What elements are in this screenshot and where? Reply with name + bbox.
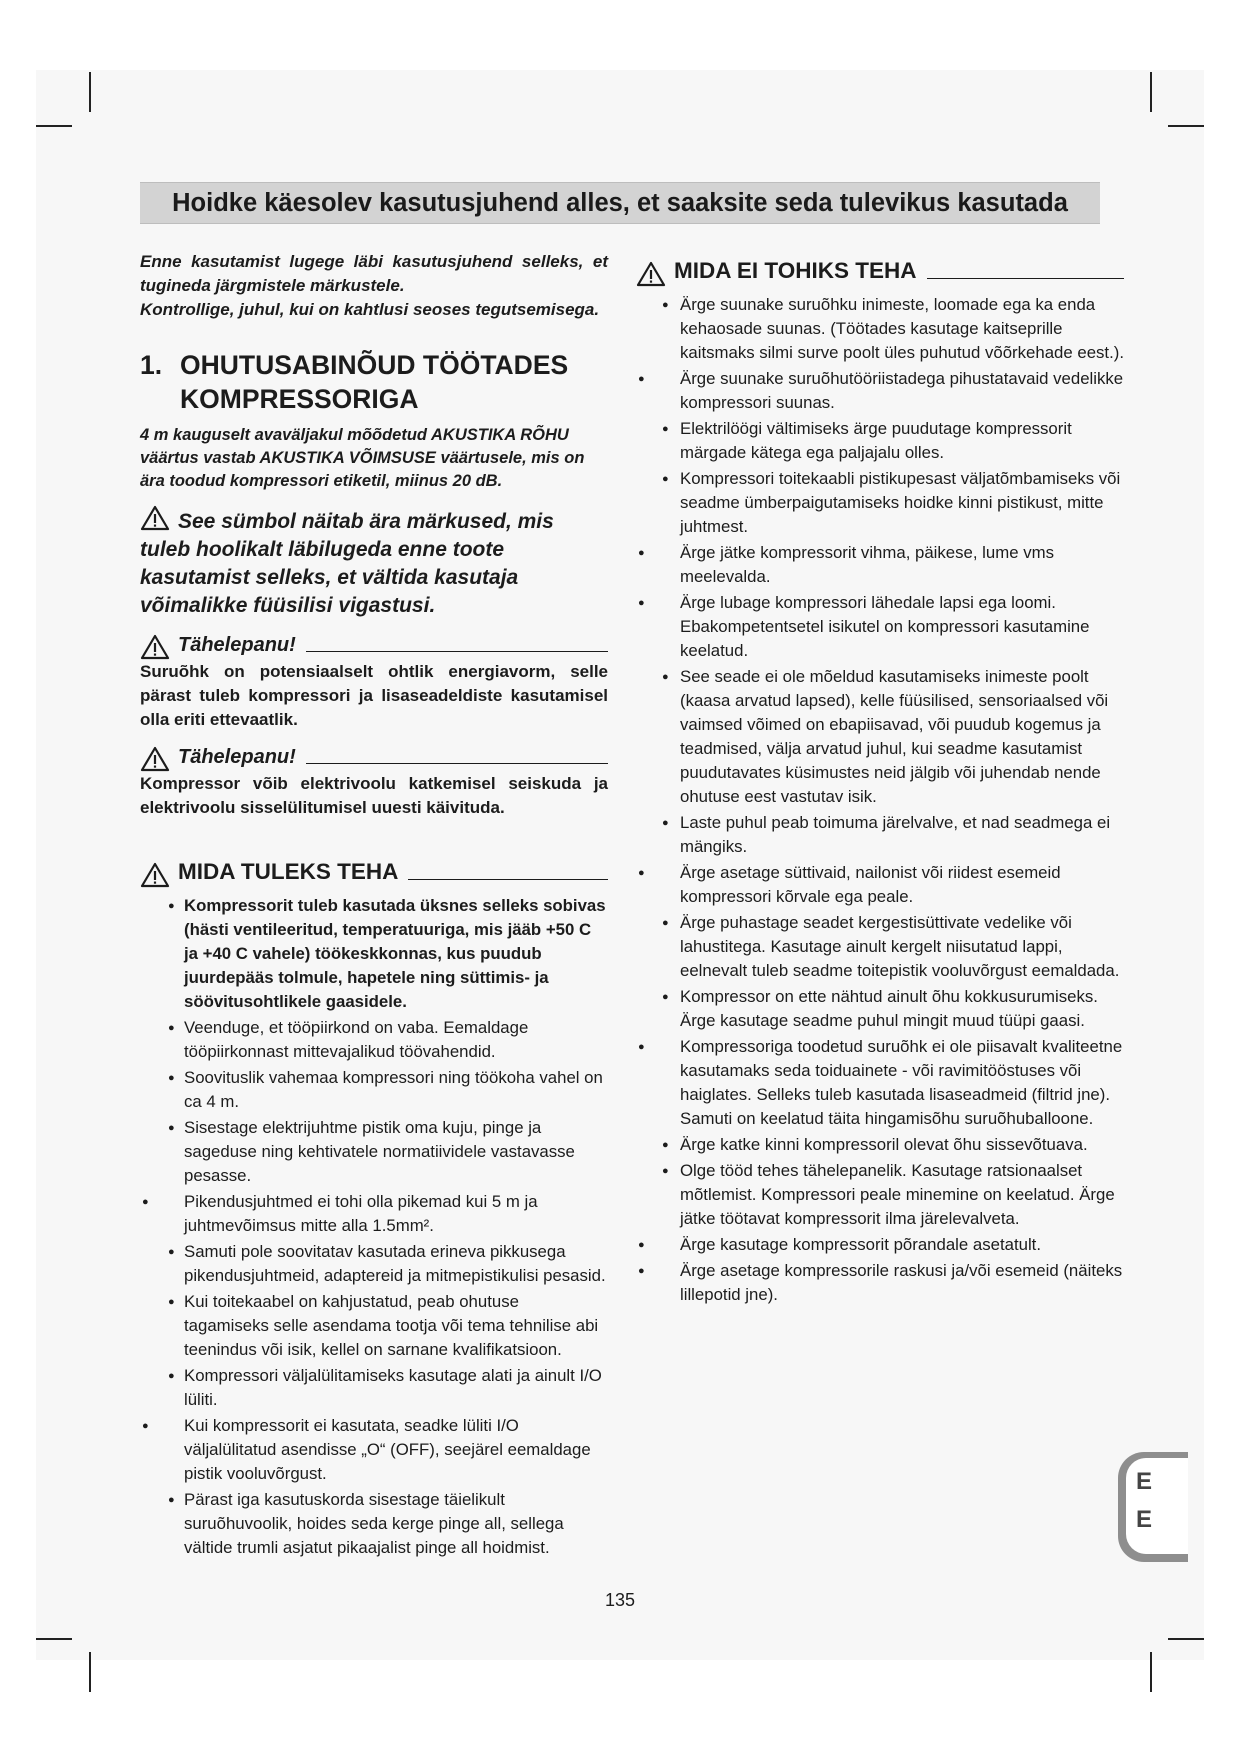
crop-mark <box>1168 125 1204 127</box>
list-item: ● Ärge lubage kompressori lähedale lapsi ega loomi. Ebakompetentsetel isikutel on kompressori kasutamine keelatud. <box>636 591 1124 663</box>
list-item: ● Pikendusjuhtmed ei tohi olla pikemad kui 5 m ja juhtmevõimsus mitte alla 1.5mm². <box>140 1190 608 1238</box>
attention-text: Kompressor võib elektrivoolu katkemisel seiskuda ja elektrivoolu sisselülitumisel uuesti käivituda. <box>140 774 608 817</box>
heading-rule <box>306 763 608 764</box>
crop-mark <box>89 1652 91 1692</box>
attention-text: Suruõhk on potensiaalselt ohtlik energiavorm, selle pärast tuleb kompressori ja lisaseadeldiste kasutamisel olla eriti ettevaatlik. <box>140 662 608 729</box>
language-tab <box>1118 1452 1188 1562</box>
crop-mark <box>89 72 91 112</box>
dont-heading <box>636 255 1124 287</box>
list-item: ● Elektrilöögi vältimiseks ärge puudutage kompressorit märgade kätega ega paljajalu olles. <box>658 417 1124 465</box>
list-item: ● Ärge puhastage seadet kergestisüttivate vedelike või lahustitega. Kasutage ainult kergelt niisutatud lappi, eelnevalt tuleb seadme toitepistik vooluvõrgust eemaldada. <box>658 911 1124 983</box>
list-item: ● Kompressori toitekaabli pistikupesast väljatõmbamiseks või seadme ümberpaigutamiseks hoidke kinni pistikust, mitte juhtmest. <box>658 467 1124 539</box>
attention-heading <box>140 630 608 660</box>
list-item: ● Ärge suunake suruõhutööriistadega pihustatavaid vedelikke kompressori suunas. <box>636 367 1124 415</box>
list-item: ● Samuti pole soovitatav kasutada erineva pikkusega pikendusjuhtmeid, adaptereid ja mitmepistikulisi pesasid. <box>162 1240 608 1288</box>
do-list <box>162 894 608 1560</box>
symbol-note <box>140 505 608 620</box>
list-item: ● Kui toitekaabel on kahjustatud, peab ohutuse tagamiseks selle asendama tootja või tema tehnilise abi teenindus või isik, kellel on sarnane kvalifikatsioon. <box>162 1290 608 1362</box>
right-column <box>636 255 1124 1309</box>
intro-text <box>140 250 608 322</box>
crop-mark <box>36 125 72 127</box>
crop-mark <box>1150 72 1152 112</box>
list-item: ● Sisestage elektrijuhtme pistik oma kuju, pinge ja sageduse ning kehtivatele normatiividele vastavasse pesasse. <box>162 1116 608 1188</box>
dont-title: MIDA EI TOHIKS TEHA <box>674 258 917 283</box>
left-column <box>140 250 608 1562</box>
warning-triangle-icon <box>636 261 666 287</box>
warning-triangle-icon <box>140 862 170 888</box>
heading-rule <box>408 879 608 880</box>
list-item: ● Kompressorit tuleb kasutada üksnes selleks sobivas (hästi ventileeritud, temperatuuriga, mis jääb +50 C ja +40 C vahele) töökeskkonnas, kus puudub juurdepääs tolmule, hapetele ning süttimis- ja söövitusohtlikele gaasidele. <box>162 894 608 1014</box>
crop-mark <box>1168 1638 1204 1640</box>
list-item: ● Laste puhul peab toimuma järelvalve, et nad seadmega ei mängiks. <box>658 811 1124 859</box>
tab-letter: E <box>1136 1468 1153 1495</box>
heading-rule <box>306 651 608 652</box>
attention-title: Tähelepanu! <box>178 634 296 656</box>
list-item: ● Kompressor on ette nähtud ainult õhu kokkusurumiseks. Ärge kasutage seadme puhul mingit muud tüüpi gaasi. <box>658 985 1124 1033</box>
intro-line: Enne kasutamist lugege läbi kasutusjuhend selleks, et tugineda järgmistele märkustele. <box>140 252 608 295</box>
list-item: ● Kui kompressorit ei kasutata, seadke lüliti I/O väljalülitatud asendisse „O“ (OFF), seejärel eemaldage pistik vooluvõrgust. <box>140 1414 608 1486</box>
symbol-note-text: See sümbol näitab ära märkused, mis tuleb hoolikalt läbilugeda enne toote kasutamist selleks, et vältida kasutaja võimalikke füüsilisi vigastusi. <box>140 510 554 617</box>
heading-rule <box>927 278 1124 279</box>
language-tab-inner <box>1126 1458 1188 1554</box>
do-title: MIDA TULEKS TEHA <box>178 859 399 884</box>
list-item: ● Ärge asetage süttivaid, nailonist või riidest esemeid kompressori kõrvale ega peale. <box>636 861 1124 909</box>
dont-list <box>658 293 1124 1307</box>
list-item: ● Veenduge, et tööpiirkond on vaba. Eemaldage tööpiirkonnast mittevajalikud töövahendid. <box>162 1016 608 1064</box>
list-item: ● Ärge asetage kompressorile raskusi ja/või esemeid (näiteks lillepotid jne). <box>636 1259 1124 1307</box>
crop-mark <box>1150 1652 1152 1692</box>
section-title-line1: OHUTUSABINÕUD TÖÖTADES <box>180 350 569 380</box>
list-item: ● Ärge katke kinni kompressoril olevat õhu sissevõtuava. <box>658 1133 1124 1157</box>
warning-triangle-icon <box>140 505 170 531</box>
list-item: ● Soovituslik vahemaa kompressori ning töökoha vahel on ca 4 m. <box>162 1066 608 1114</box>
list-item: ● Kompressori väljalülitamiseks kasutage alati ja ainult I/O lüliti. <box>162 1364 608 1412</box>
warning-triangle-icon <box>140 634 170 660</box>
section-heading <box>140 348 608 416</box>
intro-line: Kontrollige, juhul, kui on kahtlusi seoses tegutsemisega. <box>140 300 600 319</box>
list-item: ● Kompressoriga toodetud suruõhk ei ole piisavalt kvaliteetne kasutamaks seda toiduainete - või ravimitööstuses või haiglates. Selleks tuleb kasutada lisaseadmeid (filtrid jne). Samuti on keelatud täita hingamisõhu suruõhuballoone. <box>636 1035 1124 1131</box>
section-title-line2: KOMPRESSORIGA <box>180 384 419 414</box>
warning-triangle-icon <box>140 746 170 772</box>
list-item: ● See seade ei ole mõeldud kasutamiseks inimeste poolt (kaasa arvatud lapsed), kelle füüsilised, sensoriaalsed või vaimsed võimed on ebapiisavad, või puudub kogemus ja teadmised, välja arvatud juhul, kui seadme kasutamist puudutavates küsimustes neid jälgib või juhendab nende ohutuse eest vastutav isik. <box>658 665 1124 809</box>
crop-mark <box>36 1638 72 1640</box>
list-item: ● Ärge kasutage kompressorit põrandale asetatult. <box>636 1233 1124 1257</box>
list-item: ● Ärge jätke kompressorit vihma, päikese, lume vms meelevalda. <box>636 541 1124 589</box>
list-item: ● Ärge suunake suruõhku inimeste, loomade ega ka enda kehaosade suunas. (Töötades kasutage kaitseprille kaitsmaks silmi surve poolt üles puhutud võõrkehade eest.). <box>658 293 1124 365</box>
noise-spec-text: 4 m kauguselt avaväljakul mõõdetud AKUSTIKA RÕHU väärtus vastab AKUSTIKA VÕIMSUSE väärtusele, mis on ära toodud kompressori etiketil, miinus 20 dB. <box>140 426 585 490</box>
tab-letter: E <box>1136 1506 1153 1533</box>
attention-title: Tähelepanu! <box>178 746 296 768</box>
attention-heading <box>140 742 608 772</box>
do-heading <box>140 856 608 888</box>
page-number: 135 <box>604 1590 636 1610</box>
list-item: ● Pärast iga kasutuskorda sisestage täielikult suruõhuvoolik, hoides seda kerge pinge all, sellega vältide trumli asjatut pikaajalist pinge all hoidmist. <box>162 1488 608 1560</box>
section-number: 1. <box>140 350 163 380</box>
list-item: ● Olge tööd tehes tähelepanelik. Kasutage ratsionaalset mõtlemist. Kompressori peale minemine on keelatud. Ärge jätke töötavat kompressorit ilma järelevalveta. <box>658 1159 1124 1231</box>
page-banner: Hoidke käesolev kasutusjuhend alles, et saaksite seda tulevikus kasutada <box>140 182 1100 224</box>
